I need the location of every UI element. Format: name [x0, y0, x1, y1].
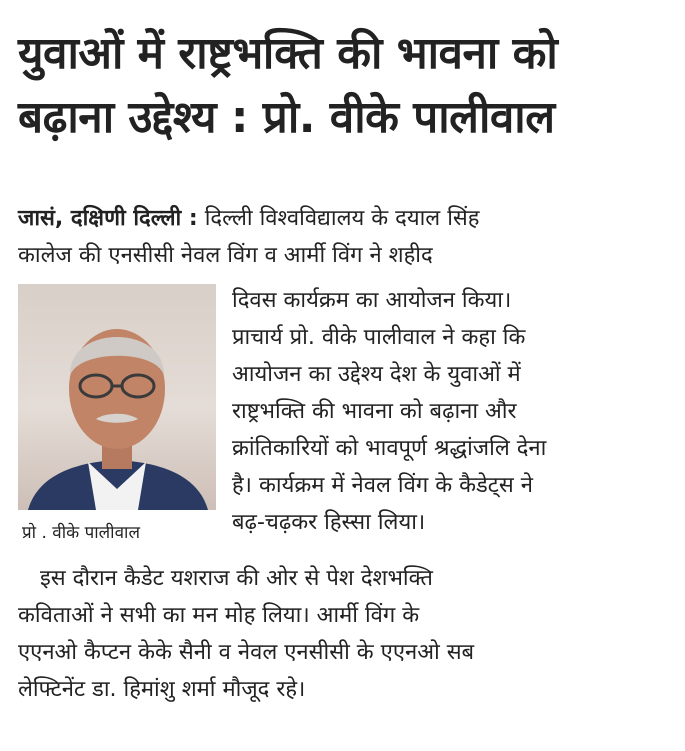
- portrait-illustration: [18, 284, 216, 510]
- headline-line-1: युवाओं में राष्ट्रभक्ति की भावना को: [18, 28, 558, 79]
- intro-line-2: कालेज की एनसीसी नेवल विंग व आर्मी विंग ने शहीद: [18, 243, 433, 268]
- column-line-5: क्रांतिकारियों को भावपूर्ण श्रद्धांजलि देना: [232, 436, 547, 461]
- column-line-4: राष्ट्रभक्ति की भावना को बढ़ाना और: [232, 399, 517, 424]
- column-line-1: दिवस कार्यक्रम का आयोजन किया।: [232, 288, 512, 313]
- article-column-text: [232, 282, 668, 541]
- para2-line-2: कविताओं ने सभी का मन मोह लिया। आर्मी विंग के: [18, 603, 420, 628]
- photo-caption: प्रो . वीके पालीवाल: [22, 523, 140, 543]
- column-line-6: है। कार्यक्रम में नेवल विंग के कैडेट्स ने: [232, 473, 533, 498]
- article-headline: [18, 22, 668, 150]
- author-photo: [18, 284, 216, 510]
- column-line-2: प्राचार्य प्रो. वीके पालीवाल ने कहा कि: [232, 325, 526, 350]
- para2-line-1: इस दौरान कैडेट यशराज की ओर से पेश देशभक्ति: [40, 566, 433, 591]
- intro-line-1: [18, 200, 668, 237]
- article-paragraph-2: [18, 560, 668, 708]
- article-intro: [18, 200, 668, 274]
- para2-line-4: लेफ्टिनेंट डा. हिमांशु शर्मा मौजूद रहे।: [18, 677, 306, 702]
- column-line-3: आयोजन का उद्देश्य देश के युवाओं में: [232, 362, 521, 387]
- column-line-7: बढ़-चढ़कर हिस्सा लिया।: [232, 510, 426, 535]
- intro-text-1: दिल्ली विश्वविद्यालय के दयाल सिंह: [204, 206, 480, 231]
- dateline: जासं, दक्षिणी दिल्ली :: [18, 206, 198, 231]
- headline-line-2: बढ़ाना उद्देश्य : प्रो. वीके पालीवाल: [18, 92, 555, 143]
- para2-line-3: एएनओ कैप्टन केके सैनी व नेवल एनसीसी के एएनओ सब: [18, 640, 475, 665]
